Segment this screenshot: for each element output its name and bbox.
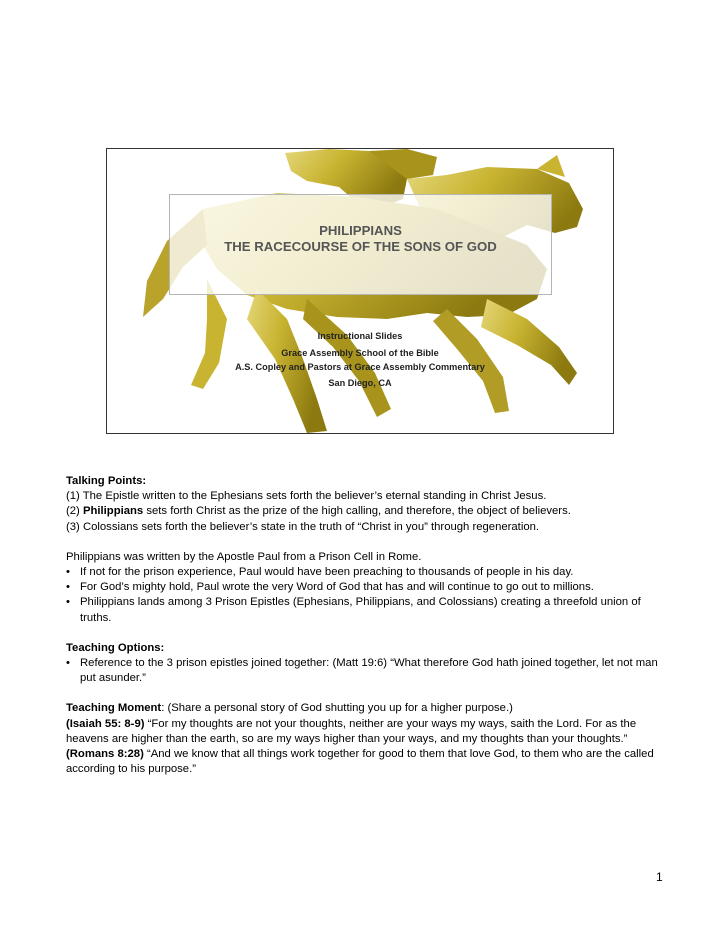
intro-text: Philippians was written by the Apostle Paul from a Prison Cell in Rome. [66,550,422,563]
speaker-notes [66,474,666,777]
teaching-moment: Teaching Moment: (Share a personal story of God shutting you up for a higher purpose.) [66,702,513,715]
slide-title: PHILIPPIANS [319,223,402,238]
verse: (Isaiah 55: 8-9) “For my thoughts are not your thoughts, neither are your ways my ways, saith the Lord. For as the heavens are higher than the earth, so are my ways higher than your ways, and my thoughts than your thoughts.” [66,717,637,745]
talking-points-heading: Talking Points: [66,475,147,487]
slide-subtitle-line: Instructional Slides [317,331,403,341]
slide-image [106,148,614,434]
talking-point: (3) Colossians sets forth the believer’s state in the truth of “Christ in you” through regeneration. [66,520,540,533]
slide-subtitle-line: Grace Assembly School of the Bible [281,348,439,358]
teaching-options-heading: Teaching Options: [66,641,165,654]
list-item: • If not for the prison experience, Paul would have been preaching to thousands of people in his day. [66,566,574,579]
teaching-options-bullets [66,656,666,686]
slide-subtitle-line: San Diego, CA [328,378,392,388]
list-item: • Philippians lands among 3 Prison Epistles (Ephesians, Philippians, and Colossians) creating a threefold union of truths. [66,596,641,624]
list-item: • Reference to the 3 prison epistles joined together: (Matt 19:6) “What therefore God hath joined together, let not man put asunder.” [66,657,658,685]
list-item: • For God’s mighty hold, Paul wrote the very Word of God that has and will continue to go out to millions. [66,581,594,594]
talking-point: (1) The Epistle written to the Ephesians sets forth the believer’s eternal standing in Christ Jesus. [66,490,547,503]
talking-points-bullets [66,565,666,626]
slide-title-box [169,194,552,295]
slide-subtitle-line: A.S. Copley and Pastors at Grace Assembly Commentary [235,362,485,372]
talking-point: (2) Philippians sets forth Christ as the prize of the high calling, and therefore, the object of believers. [66,505,571,518]
slide-subtitle-title: THE RACECOURSE OF THE SONS OF GOD [224,239,497,254]
page-number: 1 [656,870,663,884]
verse: (Romans 8:28) “And we know that all things work together for good to them that love God, to them who are the called according to his purpose.” [66,748,654,776]
